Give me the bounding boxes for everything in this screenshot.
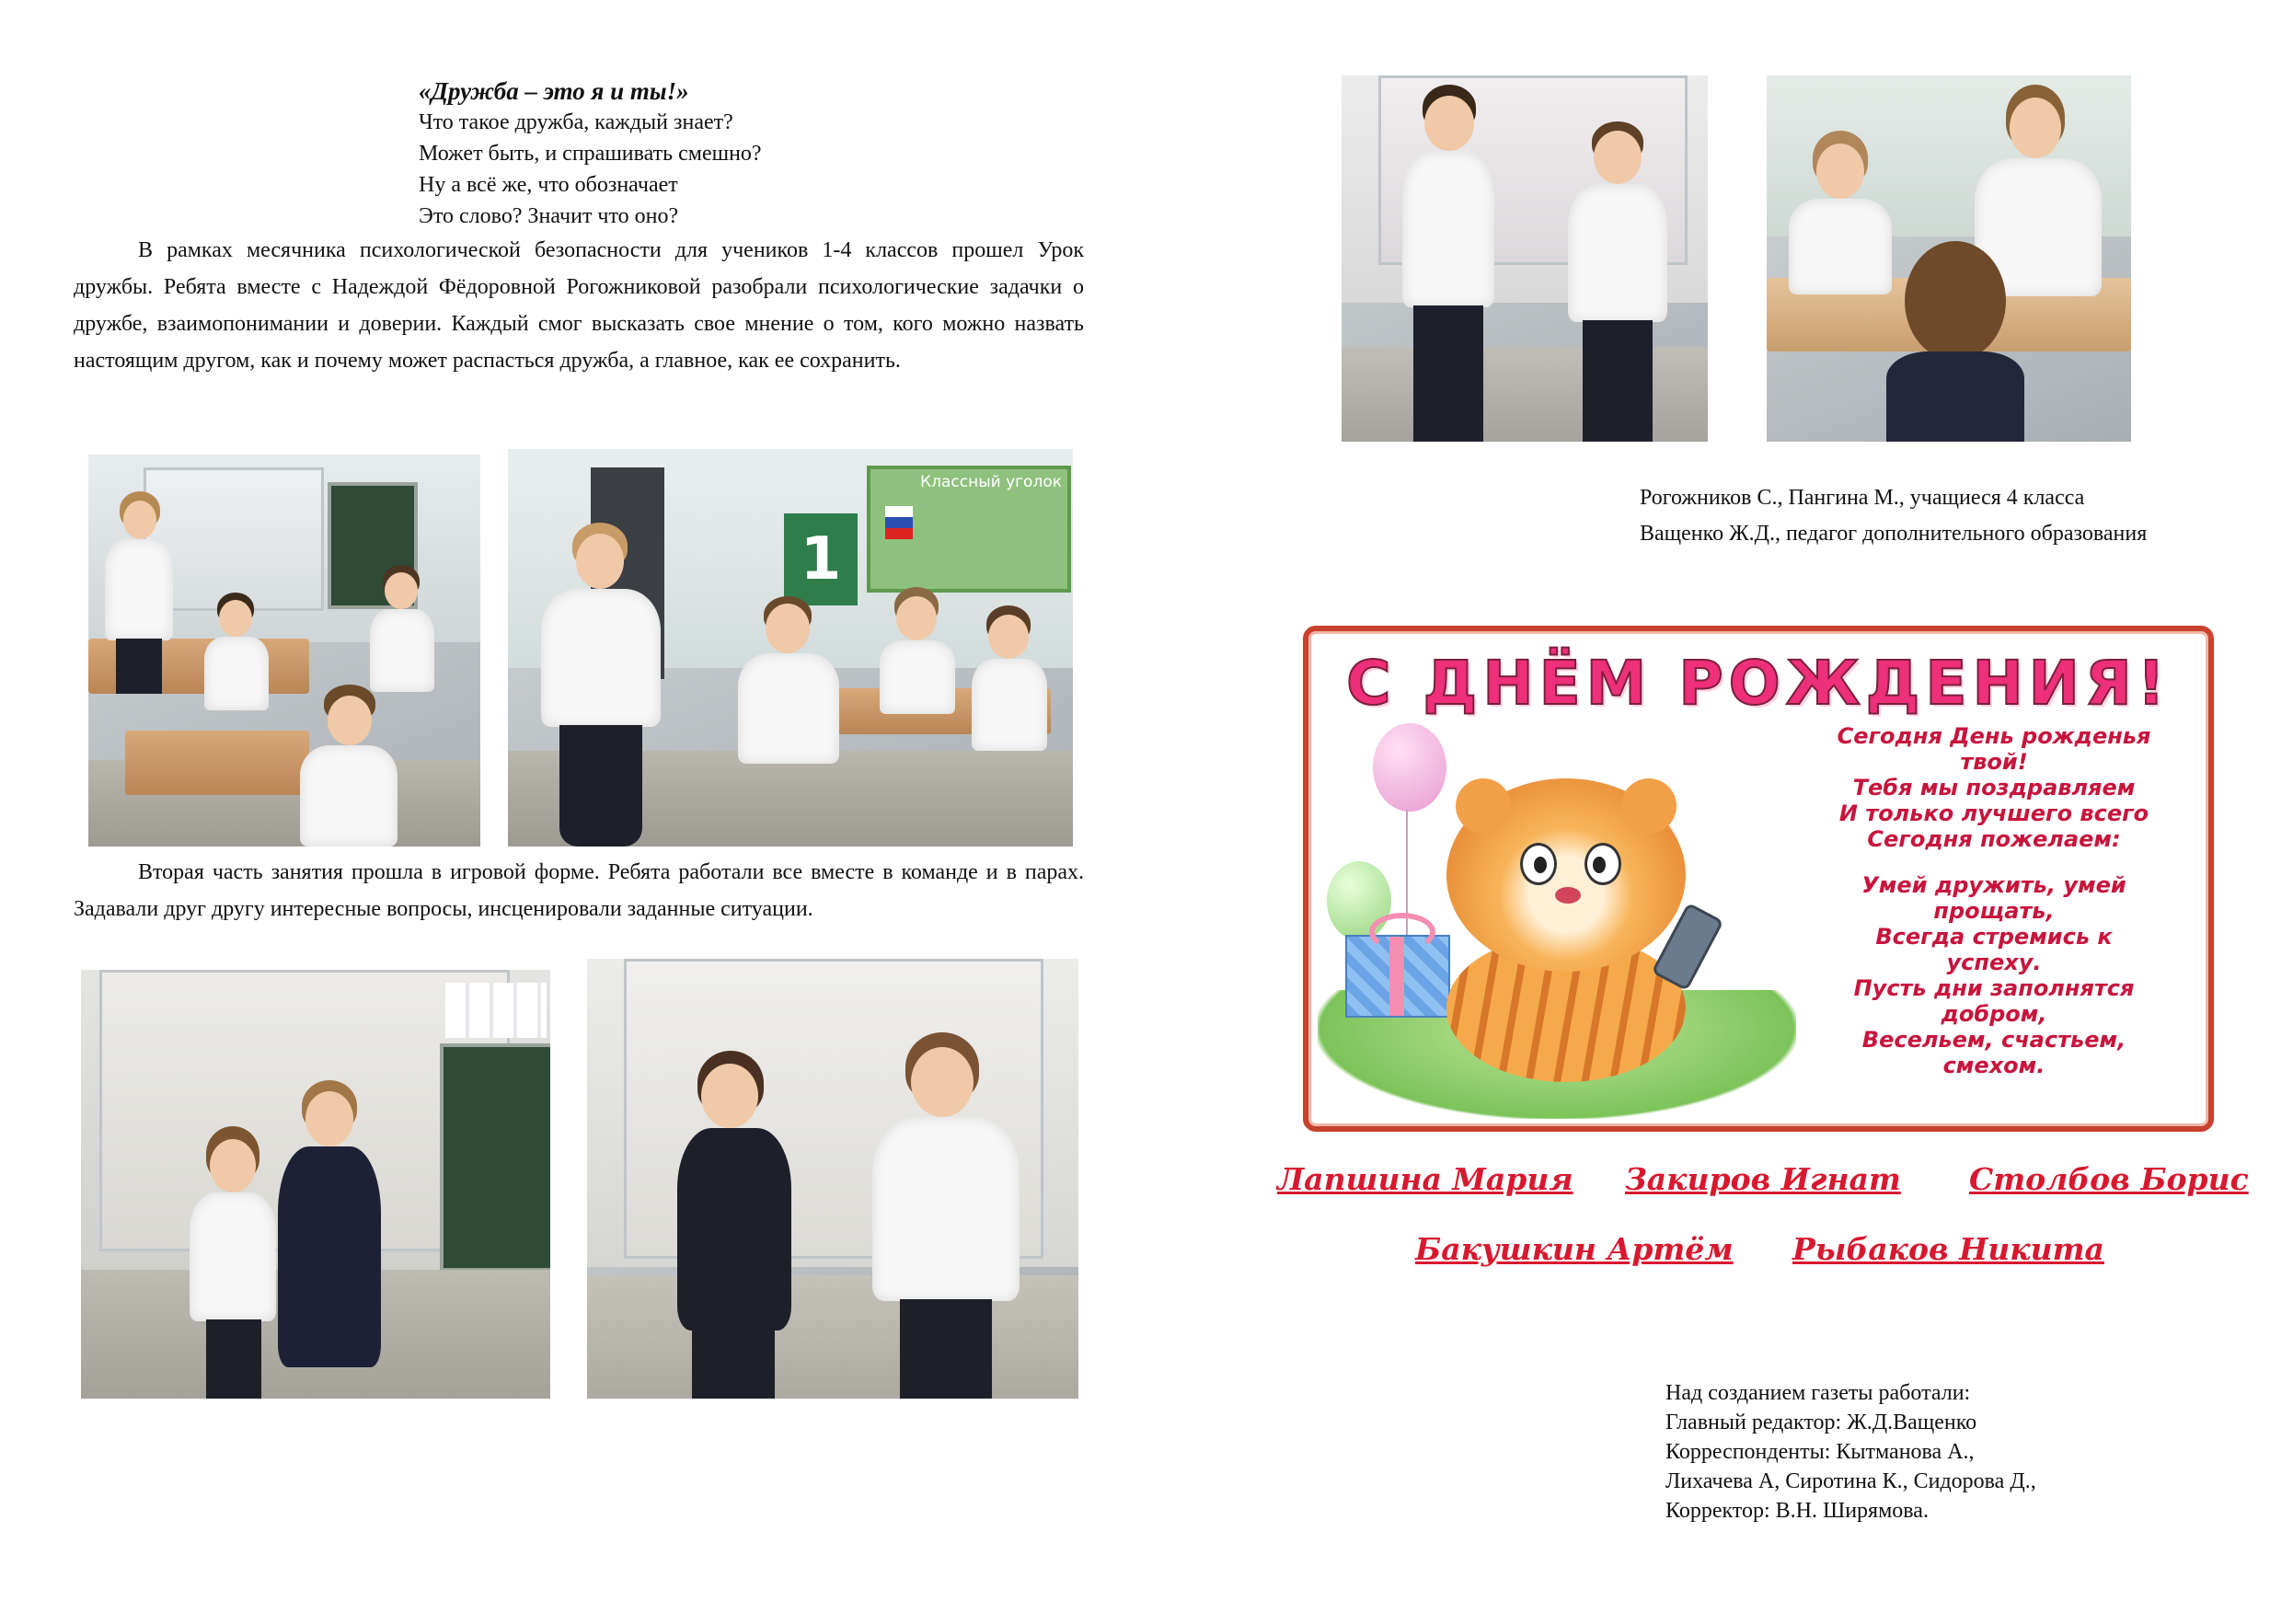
birthday-name: Лапшина Мария [1277, 1161, 1573, 1197]
article-paragraph-2: Вторая часть занятия прошла в игровой форме. Ребята работали все вместе в команде и в парах. Задавали друг другу интересные вопросы, инсценировали заданные ситуации. [74, 860, 1084, 921]
photo-lesson-classroom [88, 455, 480, 847]
card-poem-line: твой! [1960, 749, 2028, 775]
classroom-corner-board [867, 466, 1071, 593]
newspaper-credits [1665, 1378, 2218, 1526]
credits-line: Над созданием газеты работали: [1665, 1381, 1971, 1405]
photo-game-pair-1 [81, 970, 550, 1399]
card-poem-line: Всегда стремись к [1875, 924, 2113, 950]
birthday-card-title: С ДНЁМ РОЖДЕНИЯ! [1346, 648, 2171, 719]
poem-title: «Дружба – это я и ты!» [419, 77, 689, 105]
paper-doves-decoration [445, 983, 547, 1038]
photo-caption-line: Рогожников С., Пангина М., учащиеся 4 класса [1640, 486, 2085, 510]
photo-caption [1640, 480, 2229, 552]
photo-game-pair-2 [587, 959, 1078, 1399]
birthday-name: Бакушкин Артём [1415, 1231, 1734, 1267]
card-poem-line: добром, [1941, 1001, 2047, 1027]
credits-line: Корректор: В.Н. Ширямова. [1665, 1499, 1929, 1523]
poem-line: Что такое дружба, каждый знает? [419, 110, 733, 134]
birthday-card-poem [1796, 723, 2192, 1078]
photo-lesson-discussion [508, 449, 1073, 847]
balloon-icon [1373, 723, 1446, 812]
photo-caption-line: Ващенко Ж.Д., педагог дополнительного образования [1640, 522, 2148, 546]
credits-line: Главный редактор: Ж.Д.Ващенко [1665, 1411, 1977, 1434]
birthday-name: Столбов Борис [1969, 1161, 2249, 1197]
card-poem-line: Весельем, счастьем, [1861, 1027, 2126, 1053]
card-poem-line: успеху. [1946, 950, 2042, 975]
card-poem-line: Сегодня пожелаем: [1867, 826, 2121, 852]
card-poem-line: Тебя мы поздравляем [1852, 775, 2136, 800]
gift-box-icon [1345, 935, 1450, 1018]
photo-girls-at-desk [1767, 75, 2131, 442]
credits-line: Корреспонденты: Кытманова А., [1665, 1440, 1975, 1464]
poem-line: Может быть, и спрашивать смешно? [419, 142, 762, 166]
card-poem-line: И только лучшего всего [1838, 800, 2149, 826]
birthday-name: Закиров Игнат [1625, 1161, 1901, 1197]
article-paragraph-1: В рамках месячника психологической безопасности для учеников 1-4 классов прошел Урок дружбы. Ребята вместе с Надеждой Фёдоровной Рогожниковой разобрали психологические задачки о дружбе, взаимопонимании и доверии. Каждый смог высказать свое мнение о том, кого можно назвать настоящим другом, как и почему может распасться дружба, а главное, как ее сохранить. [74, 238, 1084, 373]
card-poem-line: Умей дружить, умей [1861, 872, 2126, 898]
poem-line: Ну а всё же, что обозначает [419, 173, 678, 197]
birthday-card [1303, 626, 2214, 1132]
card-poem-line: Сегодня День рожденья [1837, 723, 2151, 749]
tiger-cub-illustration [1318, 723, 1796, 1119]
class-number-sign: 1 [784, 513, 858, 605]
card-poem-line: Пусть дни заполнятся [1853, 975, 2135, 1001]
credits-line: Лихачева А, Сиротина К., Сидорова Д., [1665, 1469, 2036, 1493]
photo-boys-pair [1342, 75, 1708, 442]
russia-flag-icon [885, 506, 913, 539]
card-poem-line: смехом. [1942, 1053, 2045, 1078]
card-poem-line: прощать, [1933, 898, 2055, 924]
birthday-name: Рыбаков Никита [1792, 1231, 2104, 1267]
poem-block [419, 75, 934, 232]
poem-line: Это слово? Значит что оно? [419, 204, 679, 228]
classroom-corner-title: Классный уголок [920, 473, 1062, 491]
